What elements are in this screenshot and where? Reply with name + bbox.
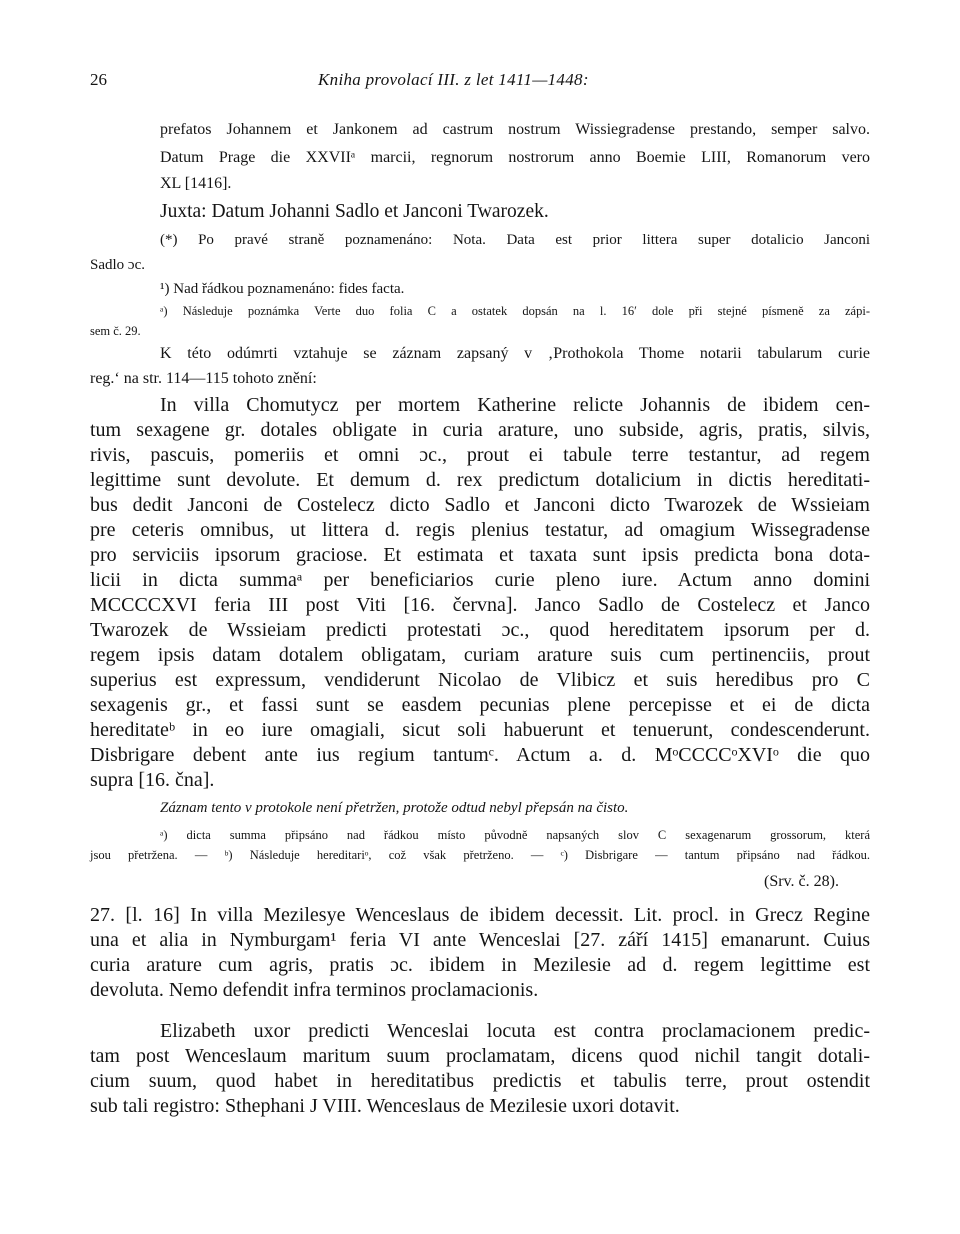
footnote-line: K této odúmrti vztahuje se záznam zapsaný v ‚Prothokola Thome notarii tabularum curie [160,345,870,362]
text-line: Juxta: Datum Johanni Sadlo et Janconi Twarozek. [160,201,549,222]
footnote-line: jsou přetržena. — ᵇ) Následuje hereditariᵒ, což však přetrženo. — ᶜ) Disbrigare — tantum připsáno nad řádkou. [90,848,870,862]
footnote-line: ᵃ) Následuje poznámka Verte duo folia C a ostatek dopsán na l. 16ʹ dole při stejné písmeně za zápi- [160,304,870,318]
body-line: Twarozek de Wssieiam predicti protestati ɔc., quod hereditatem ipsorum per d. [90,619,870,641]
note-line: Záznam tento v protokole není přetržen, protože odtud nebyl přepsán na čisto. [160,800,629,816]
body-line: In villa Chomutycz per mortem Katherine relicte Johannis de ibidem cen- [160,394,870,416]
entry-line: 27. [l. 16] In villa Mezilesye Wenceslaus de ibidem decessit. Lit. procl. in Grecz Regine [90,904,870,926]
footnote-line: reg.ʻ na str. 114—115 tohoto znění: [90,370,317,387]
footnote-line: Sadlo ɔc. [90,257,145,273]
entry-line: una et alia in Nymburgam¹ feria VI ante Wenceslai [27. září 1415] emanarunt. Cuius [90,929,870,951]
entry-line: devoluta. Nemo defendit infra terminos proclamacionis. [90,979,539,1001]
page-number: 26 [90,70,107,89]
entry-line: Elizabeth uxor predicti Wenceslai locuta est contra proclamacionem predic- [160,1020,870,1042]
text-line: XL [1416]. [160,175,232,192]
body-line: sexagenis gr., et fassi sunt se easdem pecunias plene percepisse et ei de dicta [90,694,870,716]
running-title: Kniha provolací III. z let 1411—1448: [318,70,589,89]
body-line: legittime sunt devolute. Et demum d. rex predictum dotalicium in dictis hereditati- [90,469,870,491]
body-line: Disbrigare debent ante ius regium tantumᶜ. Actum a. d. MᵒCCCCᵒXVIᵒ die quo [90,744,870,766]
text-line: prefatos Johannem et Jankonem ad castrum nostrum Wissiegradense prestando, semper salvo. [160,121,870,138]
body-line: pro serviciis ipsorum graciose. Et estimata et taxata sunt ipsis predicta bona dota- [90,544,870,566]
footnote-line: sem č. 29. [90,324,141,338]
body-line: tum sexagene gr. dotales obligate in curia arature, uno subside, agris, pratis, silvis, [90,419,870,441]
footnote-line: (*) Po pravé straně poznamenáno: Nota. Data est prior littera super dotalicio Janconi [160,232,870,248]
body-line: MCCCCXVI feria III post Viti [16. června]. Janco Sadlo de Costelecz et Janco [90,594,870,616]
entry-line: cium suum, quod habet in hereditatibus predictis et tabulis terre, prout ostendit [90,1070,870,1092]
body-line: rivis, pascuis, pomeriis et omni ɔc., prout ei tabule terre testantur, ad regem [90,444,870,466]
entry-line: tam post Wenceslaum maritum suum proclamatam, dicens quod nichil tangit dotali- [90,1045,870,1067]
body-line: superius est expressum, vendiderunt Nicolao de Vlibicz et suis heredibus pro C [90,669,870,691]
entry-line: sub tali registro: Sthephani J VIII. Wenceslaus de Mezilesie uxori dotavit. [90,1095,680,1117]
body-line: licii in dicta summaᵃ per beneficiarios curie pleno iure. Actum anno domini [90,569,870,591]
body-line: pre ceteris omnibus, ut littera d. regis plenius testatur, ad omagium Wissegradense [90,519,870,541]
body-line: supra [16. čna]. [90,769,215,791]
footnote-line: ᵃ) dicta summa připsáno nad řádkou místo původně napsaných slov C sexagenarum grossorum, která [160,828,870,842]
body-line: hereditateᵇ in eo iure omagiali, sicut soli habuerunt et tenuerunt, condescenderunt. [90,719,870,741]
cross-reference: (Srv. č. 28). [764,873,839,890]
footnote-line: ¹) Nad řádkou poznamenáno: fides facta. [160,281,405,297]
body-line: regem ipsis datam dotalem obligatam, curiam arature suis cum pertinenciis, prout [90,644,870,666]
entry-line: curia arature cum agris, pratis ɔc. ibidem in Mezilesie ad d. regem legittime est [90,954,870,976]
body-line: bus dedit Janconi de Costelecz dicto Sadlo et Janconi dicto Twarozek de Wssieiam [90,494,870,516]
text-line: Datum Prage die XXVIIᵃ marcii, regnorum nostrorum anno Boemie LIII, Romanorum vero [160,149,870,166]
